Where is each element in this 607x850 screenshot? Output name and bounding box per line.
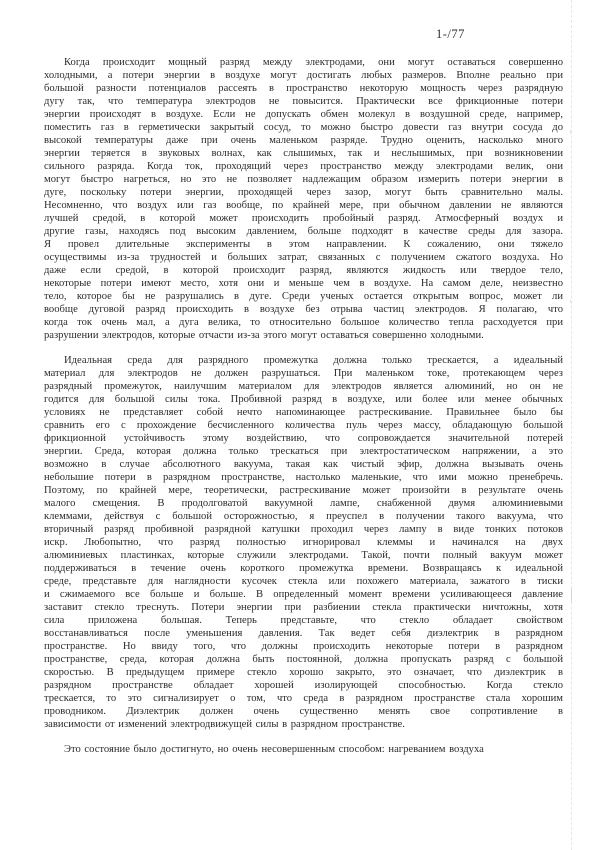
text-line: проводником. Диэлектрик должен очень существенно менять свое сопротивление в: [44, 706, 563, 717]
scan-speck: [570, 300, 571, 303]
text-line: вообще дуговой разряд происходить в воздухе без отрыва частиц электродов. Я полагаю, что: [44, 304, 563, 315]
text-line: Это состояние было достигнуто, но очень несовершенным способом: нагреванием воздуха: [64, 744, 484, 755]
text-line: другие газы, находясь под высоким давлением, больше подходят в качестве среды для зазора.: [44, 226, 563, 237]
text-line: клеммами, действуя с большой осторожностью, я преуспел в получении такого вакуума, что: [44, 511, 563, 522]
text-line: Несомненно, что воздух или газ вообще, по крайней мере, при обычном давлении не являются: [44, 200, 563, 211]
text-line: трескается, то это сигнализирует о том, что среда в разрядном пространстве стала хорошим: [44, 693, 563, 704]
text-line: поддерживаться в течение очень короткого промежутка времени. Возвращаясь к идеальной: [44, 563, 563, 574]
text-line: сильного разряда. Когда ток, проходящий через пространство между электродами велик, они: [44, 161, 563, 172]
text-line: заставит стекло треснуть. Потери энергии при разбиении стекла практически ничтожны, хотя: [44, 602, 563, 613]
scan-speck: [570, 130, 571, 134]
text-line: фрикционной устойчивость этому воздействию, что сопровождается значительной потерей: [44, 433, 563, 444]
text-line: среде, представьте для наглядности кусочек стекла или похожего материала, зажатого в тиски: [44, 576, 563, 587]
document-body: [44, 56, 563, 768]
text-line: высокой температуры даже при очень маленьком разряде. Трудно оценить, насколько много: [44, 135, 563, 146]
text-line: некоторые потери имеют место, хотя они и меньше чем в воздухе. На самом деле, неизвестно: [44, 278, 563, 289]
text-line: возможно в случае абсолютного вакуума, такая как чистый эфир, должна вызывать очень: [44, 459, 563, 470]
text-line: восстанавливаться после уменьшения давления. Так ведет себя диэлектрик в разрядном: [44, 628, 563, 639]
text-line: лучшей средой, в которой может происходить пробойный разряд. Атмосферный воздух и: [44, 213, 563, 224]
text-line: тело, которое бы не разрушались в дуге. Среди ученых остается открытым вопрос, может ли: [44, 291, 563, 302]
paragraph: [44, 743, 563, 756]
text-line: дугу так, что температура электродов не повысится. Практически все фрикционные потери: [44, 96, 563, 107]
text-line: даже если средой, в которой происходит разряд, являются жидкость или твердое тело,: [44, 265, 563, 276]
text-line: годится для большой силы тока. Пробивной разряд в воздухе, или более или менее обычных: [44, 394, 563, 405]
text-line: и сжимаемого все больше и больше. В определенный момент времени усиливающееся давление: [44, 589, 563, 600]
text-line: большой разности потенциалов рассеять в пространство некоторую мощность через разрядную: [44, 83, 563, 94]
page-number: 1-/77: [436, 27, 465, 41]
text-line: зависимости от изменений электродвижущей силы в разрядном пространстве.: [44, 719, 405, 730]
text-line: условиях не представляет собой нечто напоминающее растрескивание. Правильнее было бы: [44, 407, 563, 418]
text-line: сила приложена большая. Теперь представьте, что стекло обладает свойством: [44, 615, 563, 626]
text-line: поместить газ в герметически закрытый сосуд, то можно быстро довести газ внутри сосуда до: [44, 122, 563, 133]
text-line: могут быстро нагреться, но это не позволяет надлежащим образом измерить потери энергии в: [44, 174, 563, 185]
scan-artifact-line: [571, 0, 572, 850]
text-line: Я провел длительные эксперименты в этом направлении. К сожалению, они тяжело: [44, 239, 563, 250]
text-line: пространстве. Но ввиду того, что должны происходить некоторые потери в разрядном: [44, 641, 563, 652]
paragraph: [44, 354, 563, 731]
text-line: малого смещения. В продолговатой вакуумной лампе, снабженной двумя алюминиевыми: [44, 498, 563, 509]
text-line: материал для электродов не должен разрушаться. При маленьком токе, протекающем через: [44, 368, 563, 379]
text-line: когда ток очень мал, а дуга велика, то относительно большое количество тепла расходуется при: [44, 317, 563, 328]
text-line: Поэтому, по крайней мере, теоретически, растрескивание может произойти в результате очень: [44, 485, 563, 496]
text-line: энергии происходят в воздухе. Если не допускать обмен молекул в воздушной среде, например,: [44, 109, 563, 120]
text-line: алюминиевых пластинках, которые служили электродами. Такой, почти полный вакуум может: [44, 550, 563, 561]
text-line: пространстве, среда, которая должна быть постоянной, должна пропускать разряд с большой: [44, 654, 563, 665]
paragraph: [44, 56, 563, 342]
text-line: сравнить его с прохождение бесчисленного количества пуль через массу, обладающую большой: [44, 420, 563, 431]
text-line: небольшие потери в разрядном пространстве, настолько маленькие, что ими можно пренебречь.: [44, 472, 563, 483]
scan-speck: [571, 588, 572, 602]
text-line: энергии. Среда, которая должна только трескаться при электростатическом напряжении, а это: [44, 446, 563, 457]
text-line: осуществимы из-за трудностей и больших затрат, связанных с получением сжатого воздуха. Но: [44, 252, 563, 263]
text-line: разрушении электродов, которые отчасти из-за этого могут оставаться совершенно холодными.: [44, 330, 484, 341]
text-line: холодными, а потери энергии в воздухе могут достигать любых размеров. Вполне реально при: [44, 70, 563, 81]
text-line: вторичный разряд пробивной разрядной катушки проходил через лампу в виде тонких потоков: [44, 524, 563, 535]
text-line: разрядном пространстве обладает хорошей изолирующей способностью. Когда стекло: [44, 680, 563, 691]
text-line: Идеальная среда для разрядного промежутка должна только трескается, а идеальный: [64, 355, 563, 366]
text-line: энергии теряется в звуковых волнах, как слышимых, так и неслышимых, при возникновении: [44, 148, 563, 159]
text-line: искр. Любопытно, что разряд полностью игнорировал клеммы и начинался на двух: [44, 537, 563, 548]
text-line: скоростью. В предыдущем примере стекло хорошо закрыто, это означает, что диэлектрик в: [44, 667, 563, 678]
text-line: разрядный промежуток, наилучшим материалом для электродов является алюминий, но он не: [44, 381, 563, 392]
text-line: дуге, поскольку потери энергии, проходящей через зазор, могут быть сравнительно малы.: [44, 187, 563, 198]
text-line: Когда происходит мощный разряд между электродами, они могут оставаться совершенно: [64, 57, 563, 68]
